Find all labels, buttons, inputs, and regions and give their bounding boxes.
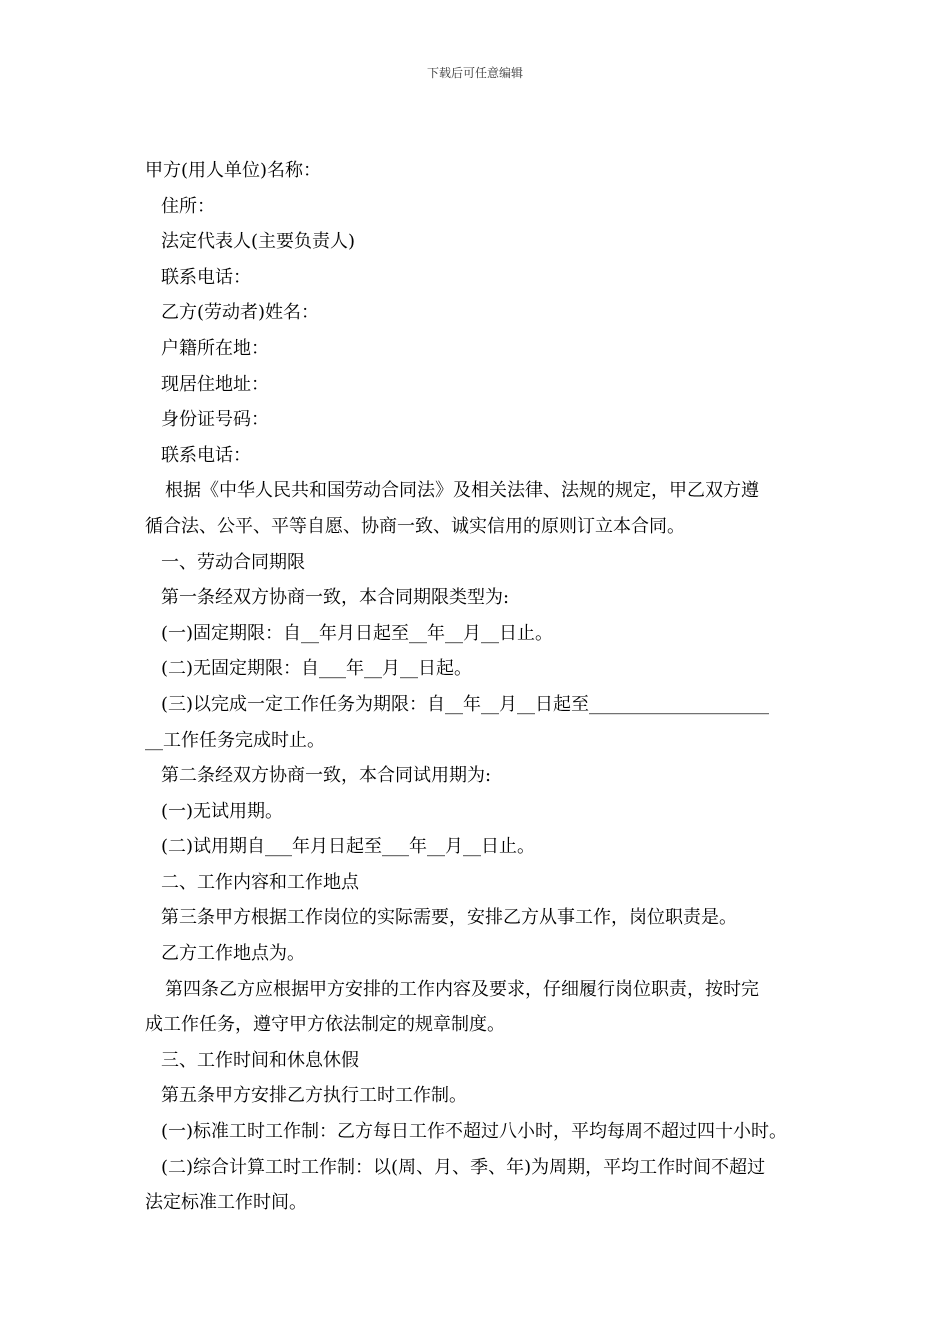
article-1-item-2: (二)无固定期限：自___年__月__日起。 [161,658,473,680]
article-1-item-3: (三)以完成一定工作任务为期限：自__年__月__日起至____________________ [161,693,770,715]
contract-body [145,153,825,1221]
article-5-item-1: (一)标准工时工作制：乙方每日工作不超过八小时，平均每周不超过四十小时。 [161,1121,788,1143]
article-1-item-3-continued: __工作任务完成时止。 [145,729,325,751]
party-a-representative-line: 法定代表人(主要负责人) [161,231,356,253]
article-3-workplace: 乙方工作地点为。 [161,943,305,965]
party-a-address-line: 住所： [161,195,215,217]
section-heading-3: 三、工作时间和休息休假 [161,1049,359,1071]
article-1-item-1: (一)固定期限：自__年月日起至__年__月__日止。 [161,622,554,644]
party-a-name-line: 甲方(用人单位)名称： [145,160,322,181]
preamble-paragraph-line-2: 循合法、公平、平等自愿、协商一致、诚实信用的原则订立本合同。 [145,515,685,537]
article-2: 第二条经双方协商一致，本合同试用期为: [161,765,492,787]
article-2-item-1: (一)无试用期。 [161,800,284,822]
article-3: 第三条甲方根据工作岗位的实际需要，安排乙方从事工作，岗位职责是。 [161,907,737,929]
article-5-item-2-line-1: (二)综合计算工时工作制：以(周、月、季、年)为周期，平均工作时间不超过 [161,1156,766,1178]
article-2-item-2: (二)试用期自___年月日起至___年__月__日止。 [161,836,536,858]
party-b-household-line: 户籍所在地： [161,337,269,359]
section-heading-2: 二、工作内容和工作地点 [161,871,359,893]
party-b-residence-line: 现居住地址： [161,373,269,395]
page-header: 下载后可任意编辑 [426,66,523,80]
section-heading-1: 一、劳动合同期限 [161,551,305,573]
article-4-line-1: 第四条乙方应根据甲方安排的工作内容及要求，仔细履行岗位职责，按时完 [165,978,759,1000]
party-a-phone-line: 联系电话： [161,266,251,288]
party-b-id-line: 身份证号码： [161,409,269,431]
article-4-line-2: 成工作任务，遵守甲方依法制定的规章制度。 [145,1014,505,1036]
article-1: 第一条经双方协商一致，本合同期限类型为: [161,587,510,609]
article-5-item-2-line-2: 法定标准工作时间。 [145,1192,307,1214]
party-b-phone-line: 联系电话： [161,444,251,466]
party-b-name-line: 乙方(劳动者)姓名： [161,302,320,324]
article-5: 第五条甲方安排乙方执行工时工作制。 [161,1085,467,1107]
preamble-paragraph-line-1: 根据《中华人民共和国劳动合同法》及相关法律、法规的规定，甲乙双方遵 [165,480,759,502]
